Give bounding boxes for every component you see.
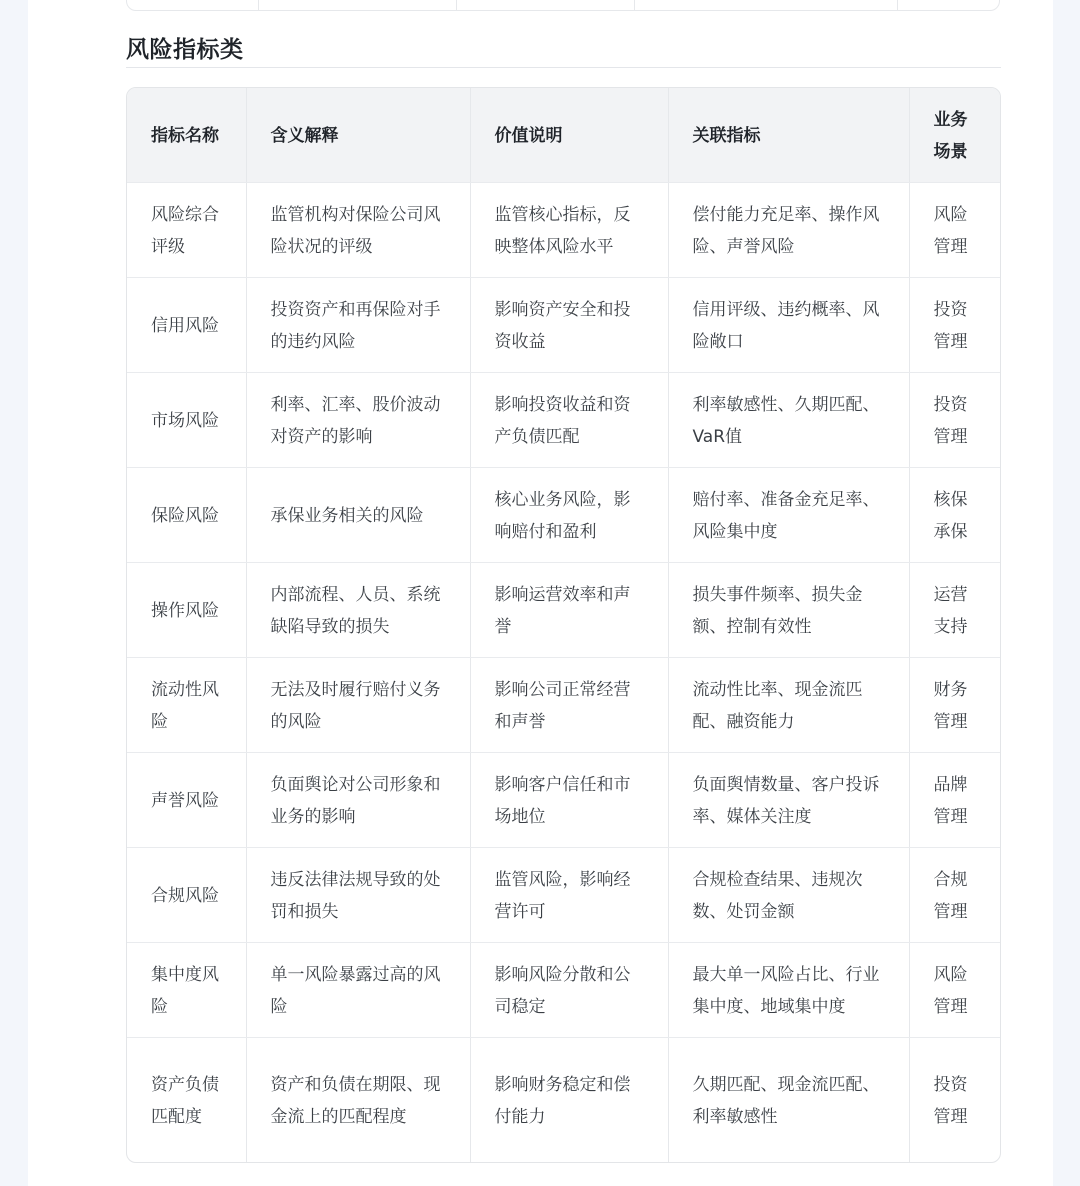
cell-value: 影响风险分散和公司稳定 xyxy=(470,943,668,1038)
risk-indicator-table xyxy=(126,87,1001,1163)
cell-business-scenario: 财务管理 xyxy=(909,658,1001,753)
cell-value: 影响公司正常经营和声誉 xyxy=(470,658,668,753)
cell-meaning: 内部流程、人员、系统缺陷导致的损失 xyxy=(246,563,470,658)
cell-value: 影响运营效率和声誉 xyxy=(470,563,668,658)
previous-table-divider xyxy=(258,0,259,10)
cell-indicator-name: 流动性风险 xyxy=(127,658,246,753)
cell-related-indicators: 合规检查结果、违规次数、处罚金额 xyxy=(668,848,909,943)
cell-meaning: 监管机构对保险公司风险状况的评级 xyxy=(246,183,470,278)
cell-value: 核心业务风险，影响赔付和盈利 xyxy=(470,468,668,563)
cell-indicator-name: 风险综合评级 xyxy=(127,183,246,278)
previous-table-remnant xyxy=(126,0,1000,11)
cell-meaning: 承保业务相关的风险 xyxy=(246,468,470,563)
previous-table-divider xyxy=(634,0,635,10)
cell-value: 监管核心指标，反映整体风险水平 xyxy=(470,183,668,278)
cell-meaning: 负面舆论对公司形象和业务的影响 xyxy=(246,753,470,848)
cell-business-scenario: 投资管理 xyxy=(909,278,1001,373)
header-meaning: 含义解释 xyxy=(246,88,470,183)
previous-table-divider xyxy=(456,0,457,10)
cell-indicator-name: 集中度风险 xyxy=(127,943,246,1038)
table-row xyxy=(127,563,1001,658)
cell-related-indicators: 流动性比率、现金流匹配、融资能力 xyxy=(668,658,909,753)
cell-meaning: 单一风险暴露过高的风险 xyxy=(246,943,470,1038)
section-title: 风险指标类 xyxy=(126,37,244,63)
cell-business-scenario: 核保承保 xyxy=(909,468,1001,563)
cell-indicator-name: 合规风险 xyxy=(127,848,246,943)
cell-related-indicators: 利率敏感性、久期匹配、VaR值 xyxy=(668,373,909,468)
cell-business-scenario: 品牌管理 xyxy=(909,753,1001,848)
cell-business-scenario: 投资管理 xyxy=(933,1075,968,1127)
cell-related-indicators: 负面舆情数量、客户投诉率、媒体关注度 xyxy=(668,753,909,848)
cell-related-indicators: 赔付率、准备金充足率、风险集中度 xyxy=(668,468,909,563)
cell-meaning: 违反法律法规导致的处罚和损失 xyxy=(246,848,470,943)
header-indicator-name: 指标名称 xyxy=(127,88,246,183)
cell-indicator-name: 声誉风险 xyxy=(127,753,246,848)
cell-related-indicators: 偿付能力充足率、操作风险、声誉风险 xyxy=(668,183,909,278)
cell-business-scenario: 投资管理 xyxy=(909,373,1001,468)
table-row xyxy=(127,468,1001,563)
table-row xyxy=(127,1038,1001,1163)
cell-business-scenario: 风险管理 xyxy=(909,183,1001,278)
cell-meaning: 无法及时履行赔付义务的风险 xyxy=(246,658,470,753)
cell-related-indicators: 最大单一风险占比、行业集中度、地域集中度 xyxy=(668,943,909,1038)
cell-indicator-name: 资产负债匹配度 xyxy=(127,1038,246,1163)
title-divider xyxy=(126,67,1001,68)
header-business-scenario: 业务场景 xyxy=(909,88,1001,183)
cell-value: 影响财务稳定和偿付能力 xyxy=(470,1038,668,1163)
table-row xyxy=(127,658,1001,753)
cell-indicator-name: 市场风险 xyxy=(127,373,246,468)
table-row xyxy=(127,943,1001,1038)
cell-value: 影响客户信任和市场地位 xyxy=(470,753,668,848)
cell-value: 影响资产安全和投资收益 xyxy=(470,278,668,373)
cell-indicator-name: 保险风险 xyxy=(127,468,246,563)
cell-business-scenario: 运营支持 xyxy=(909,563,1001,658)
table-header-row xyxy=(127,88,1001,183)
cell-meaning: 资产和负债在期限、现金流上的匹配程度 xyxy=(246,1038,470,1163)
cell-indicator-name: 操作风险 xyxy=(127,563,246,658)
cell-meaning: 利率、汇率、股价波动对资产的影响 xyxy=(246,373,470,468)
table-row xyxy=(127,183,1001,278)
cell-indicator-name: 信用风险 xyxy=(127,278,246,373)
table-row xyxy=(127,373,1001,468)
cell-business-scenario: 风险管理 xyxy=(909,943,1001,1038)
cell-value: 监管风险，影响经营许可 xyxy=(470,848,668,943)
cell-related-indicators: 信用评级、违约概率、风险敞口 xyxy=(668,278,909,373)
cell-meaning: 投资资产和再保险对手的违约风险 xyxy=(246,278,470,373)
cell-business-scenario: 合规管理 xyxy=(909,848,1001,943)
cell-value: 影响投资收益和资产负债匹配 xyxy=(470,373,668,468)
table-row xyxy=(127,753,1001,848)
cell-related-indicators: 损失事件频率、损失金额、控制有效性 xyxy=(668,563,909,658)
header-value: 价值说明 xyxy=(470,88,668,183)
header-related-indicators: 关联指标 xyxy=(668,88,909,183)
table-row xyxy=(127,848,1001,943)
previous-table-divider xyxy=(897,0,898,10)
cell-related-indicators: 久期匹配、现金流匹配、利率敏感性 xyxy=(668,1038,909,1163)
table-row xyxy=(127,278,1001,373)
